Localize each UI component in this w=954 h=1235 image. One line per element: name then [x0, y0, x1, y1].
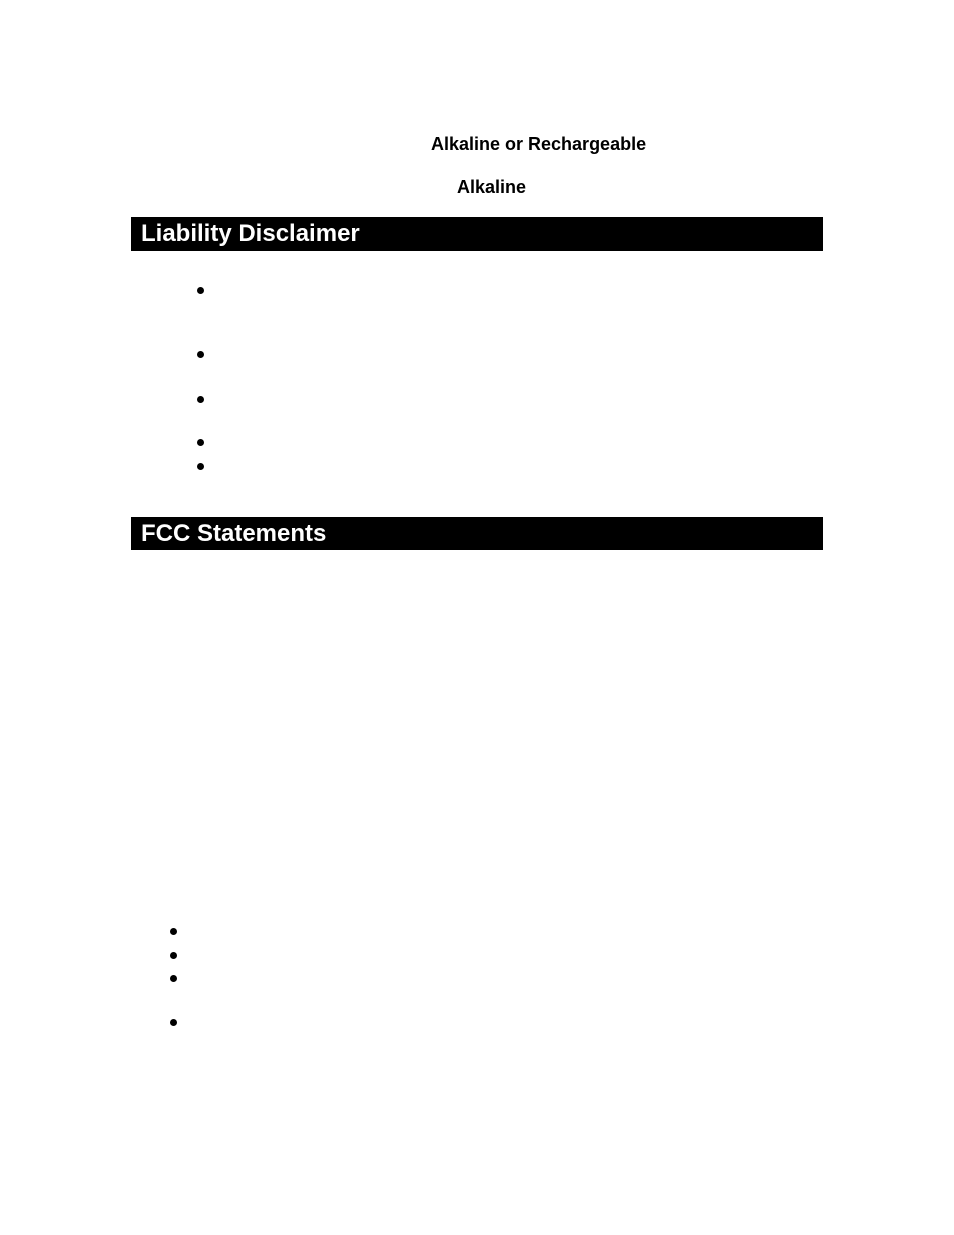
liability-disclaimer-title: Liability Disclaimer: [141, 220, 360, 247]
fcc-statements-header: [131, 517, 823, 550]
fcc-statements-title: FCC Statements: [141, 520, 327, 547]
list-item-bullet: [197, 287, 204, 294]
list-item-bullet: [170, 975, 177, 982]
list-item-bullet: [197, 463, 204, 470]
list-item-bullet: [197, 351, 204, 358]
list-item-bullet: [170, 1019, 177, 1026]
battery-type-label: Alkaline or Rechargeable: [431, 134, 647, 154]
list-item-bullet: [197, 396, 204, 403]
liability-disclaimer-header: [131, 217, 823, 251]
list-item-bullet: [170, 952, 177, 959]
list-item-bullet: [197, 439, 204, 446]
battery-type-value: Alkaline: [457, 177, 527, 197]
list-item-bullet: [170, 928, 177, 935]
